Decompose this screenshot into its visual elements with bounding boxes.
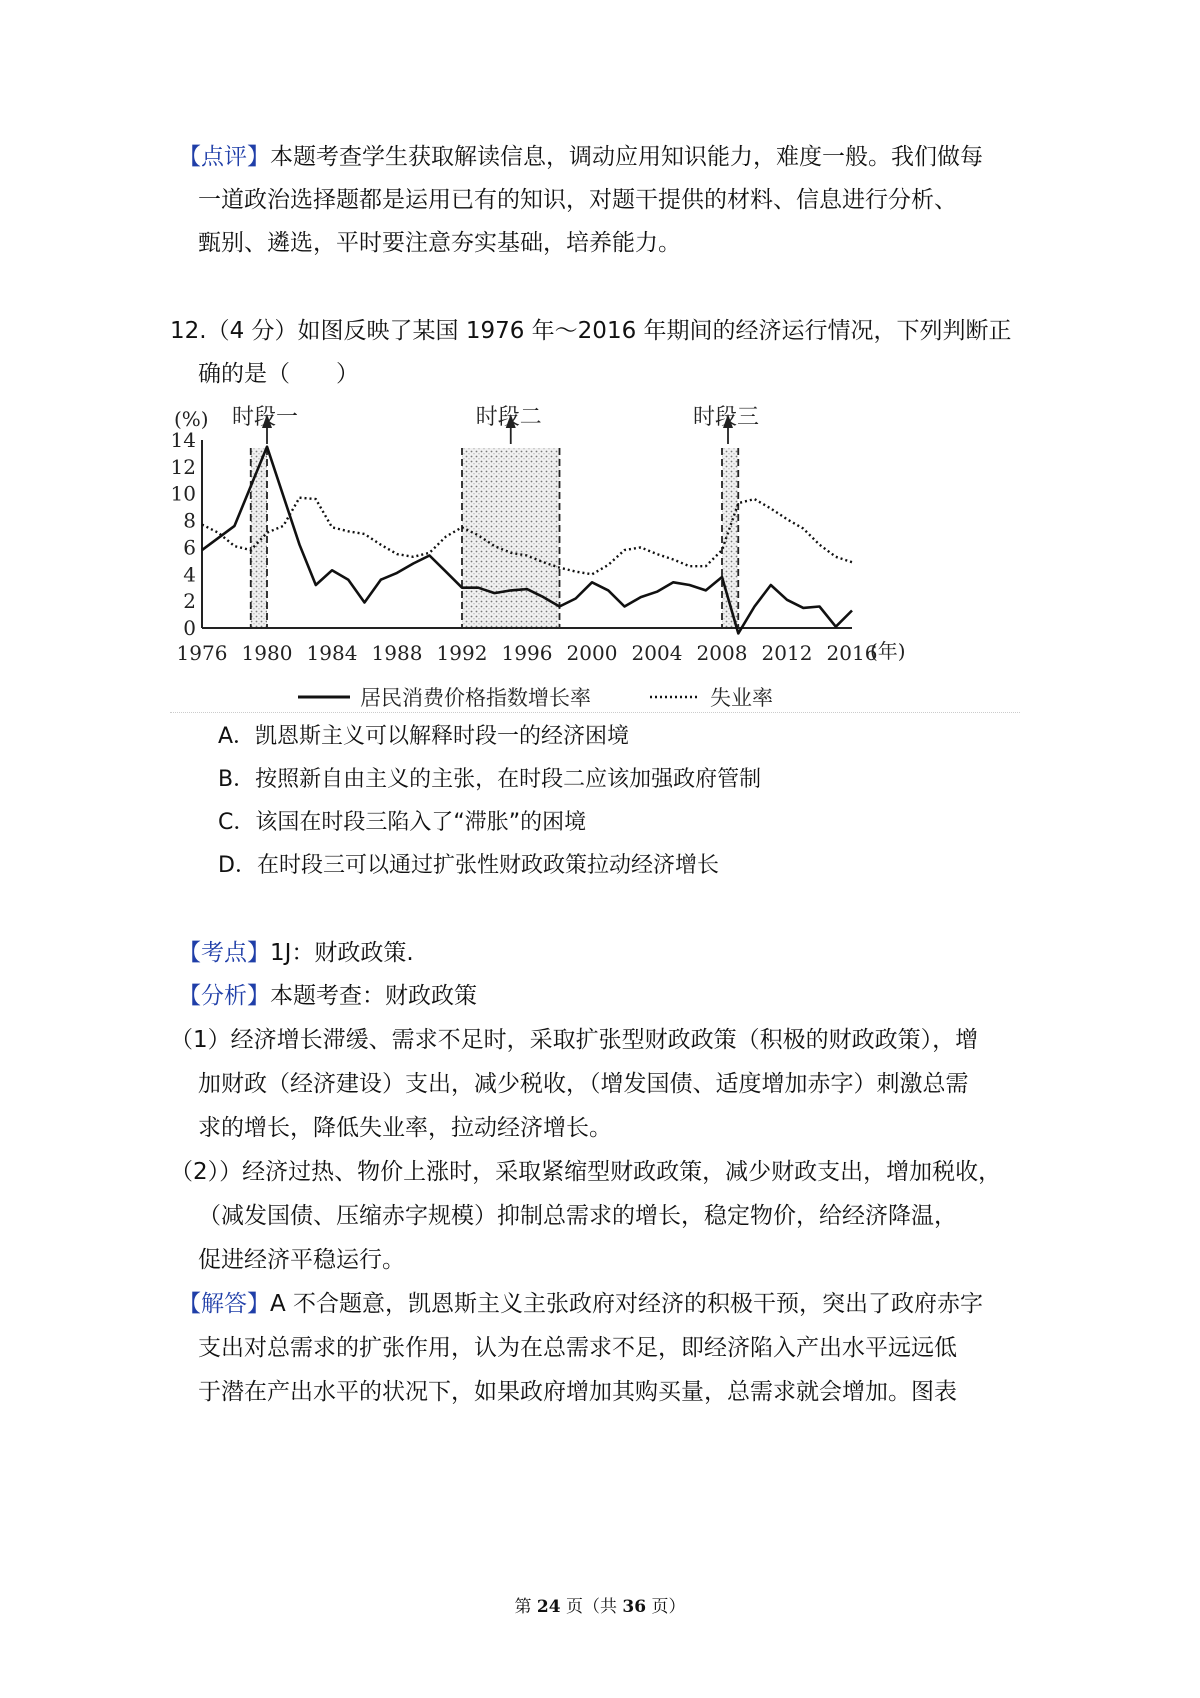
fenxi-text: 本题考查：财政政策 [270,983,477,1009]
x-tick-label: 1976 [176,641,228,665]
y-tick-label: 4 [183,562,196,587]
question-stem-line-2: 确的是（ ） [198,361,359,387]
fenxi-point2-line-3: 促进经济平稳运行。 [198,1247,405,1273]
jieda-line-1 [178,1289,983,1319]
y-tick-label: 8 [183,508,196,533]
kaodian-tag: 【考点】 [178,940,270,966]
chart-x-unit: (年) [870,639,906,663]
y-tick-label: 10 [170,481,196,506]
footer-total-pages: 36 [622,1597,647,1617]
period-label: 时段三 [692,405,760,430]
x-tick-label: 1984 [306,641,358,665]
fenxi-point2-line-2: （减发国债、压缩赤字规模）抑制总需求的增长，稳定物价，给经济降温， [198,1203,957,1229]
x-tick-label: 2008 [696,641,748,665]
comment-text-1: 本题考查学生获取解读信息，调动应用知识能力，难度一般。我们做每 [270,144,983,170]
fenxi-point1-line-3: 求的增长，降低失业率，拉动经济增长。 [198,1115,612,1141]
y-tick-label: 6 [183,535,196,560]
y-tick-label: 12 [170,454,196,479]
jieda-tag: 【解答】 [178,1291,270,1317]
chart-y-unit: (%) [174,407,209,431]
comment-line-3: 甄别、遴选，平时要注意夯实基础，培养能力。 [198,230,681,256]
jieda-text-1: A 不合题意，凯恩斯主义主张政府对经济的积极干预，突出了政府赤字 [270,1291,984,1317]
option-a: A．凯恩斯主义可以解释时段一的经济困境 [218,724,630,749]
kaodian-text: 1J：财政政策. [270,940,414,966]
fenxi-point1-line-1: （1）经济增长滞缓、需求不足时，采取扩张型财政政策（积极的财政政策），增 [170,1027,979,1053]
period-band [462,448,560,628]
x-tick-label: 2000 [566,641,618,665]
option-c: C．该国在时段三陷入了“滞胀”的困境 [218,810,587,835]
y-tick-label: 0 [183,616,196,640]
footer-prefix: 第 [514,1597,532,1617]
x-tick-labels [177,641,878,665]
jieda-line-3: 于潜在产出水平的状况下，如果政府增加其购买量，总需求就会增加。图表 [198,1379,957,1405]
option-b: B．按照新自由主义的主张，在时段二应该加强政府管制 [218,767,762,792]
option-d: D．在时段三可以通过扩张性财政政策拉动经济增长 [218,853,719,878]
chart-divider [170,712,1020,713]
comment-line-1 [178,142,983,172]
fenxi-tag: 【分析】 [178,983,270,1009]
x-tick-label: 2004 [631,641,683,665]
comment-tag: 【点评】 [178,144,270,170]
jieda-line-2: 支出对总需求的扩张作用，认为在总需求不足，即经济陷入产出水平远远低 [198,1335,957,1361]
legend-unemployment-label: 失业率 [710,686,773,710]
period-band [251,448,267,628]
footer-page-number: 24 [536,1597,561,1617]
x-tick-label: 1980 [241,641,293,665]
fenxi-point1-line-2: 加财政（经济建设）支出，减少税收，（增发国债、适度增加赤字）刺激总需 [198,1071,969,1097]
x-tick-label: 1996 [501,641,553,665]
period-label: 时段二 [475,405,542,430]
kaodian-line [178,938,414,968]
legend-cpi-label: 居民消费价格指数增长率 [360,686,591,710]
x-tick-label: 2016 [826,641,878,665]
fenxi-line [178,981,477,1011]
question-stem-line-1: 12.（4 分）如图反映了某国 1976 年～2016 年期间的经济运行情况，下列判断正 [170,318,1012,344]
page-footer [0,1592,1200,1617]
y-tick-labels [171,428,196,640]
period-label: 时段一 [231,405,299,430]
comment-line-2: 一道政治选择题都是运用已有的知识，对题干提供的材料、信息进行分析、 [198,187,957,213]
y-tick-label: 2 [183,589,196,614]
economy-chart [170,400,970,730]
x-tick-label: 1992 [436,641,488,665]
y-tick-label: 14 [170,428,196,452]
footer-suffix: 页） [651,1597,686,1617]
x-tick-label: 1988 [371,641,423,665]
period-shading [232,405,759,628]
footer-mid: 页（共 [566,1597,617,1617]
x-tick-label: 2012 [761,641,813,665]
fenxi-point2-line-1: （2））经济过热、物价上涨时，采取紧缩型财政政策，减少财政支出，增加税收， [170,1159,1002,1185]
